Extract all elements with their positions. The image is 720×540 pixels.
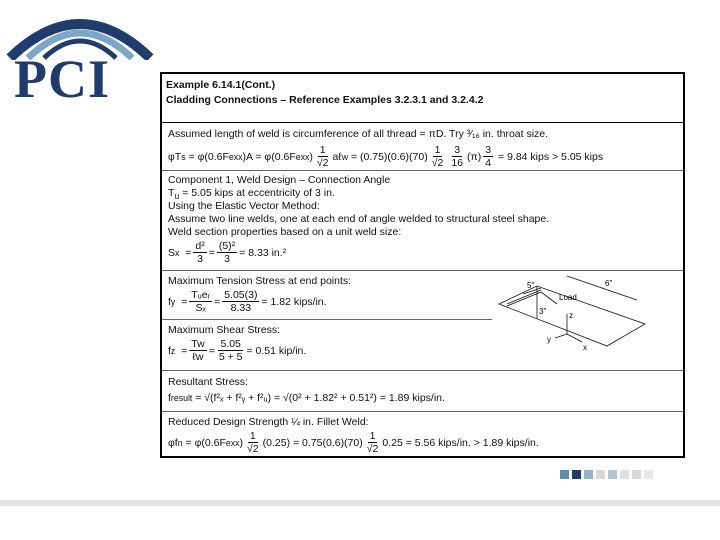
divider-3 (162, 319, 492, 320)
eq1-label-sub: s (181, 151, 186, 162)
divider-5 (162, 411, 683, 412)
axis-z-label: z (569, 311, 573, 320)
deco-square (572, 470, 581, 479)
sx-frac-2: $\frac{\text{(5)²}}{3}$ (218, 240, 236, 265)
fn-frac-1: $\frac{1}{√2}$ (247, 430, 259, 455)
pci-logo (0, 0, 160, 110)
load-arrow-shaft (541, 292, 557, 304)
document-frame (160, 72, 685, 458)
tu-sub: u (174, 191, 180, 202)
axis-x-label: x (583, 343, 587, 352)
deco-square (620, 470, 629, 479)
component-title: Component 1, Weld Design – Connection Angle (168, 174, 391, 186)
eq1-mid: = φ(0.6F (188, 150, 229, 163)
eq1-exx: exx (228, 151, 243, 162)
eq1-exx2: exx (295, 151, 310, 162)
method-line: Using the Elastic Vector Method: (168, 200, 320, 212)
eq1-rest2: ) (309, 150, 313, 163)
dim-3-label: 3" (539, 307, 547, 316)
sx-label: S (168, 246, 176, 259)
divider-1 (162, 170, 683, 171)
fn-expr: = φ(0.6F (185, 436, 226, 449)
header-line1 (166, 78, 676, 93)
fy-frac-1: $\frac{\text{Tᵤeᵣ}}{\text{Sₓ}}$ (191, 289, 211, 314)
dim-5-label: 5" (527, 281, 535, 290)
fz-frac-1: $\frac{Tw}{\text{ℓw}}$ (191, 338, 205, 363)
eq1-result: = 9.84 kips > 5.05 kips (498, 150, 604, 163)
example-header (166, 78, 676, 116)
fz-frac-2: $\frac{5.05}{5 + 5}$ (218, 338, 243, 363)
fn-result: 0.25 = 5.56 kips/in. > 1.89 kips/in. (382, 436, 539, 449)
y-axis (555, 334, 567, 338)
fz-result: = 0.51 kip/in. (246, 344, 307, 357)
divider-2 (162, 270, 683, 271)
fn-label: φf (168, 436, 178, 449)
decorative-squares (560, 470, 653, 479)
fr-result: = 1.89 kips/in. (379, 392, 445, 404)
fn-frac-2: $\frac{1}{√2}$ (366, 430, 379, 455)
weld-diagram (497, 274, 647, 354)
equation-fresult (168, 392, 445, 404)
fn-exx: exx (225, 437, 240, 448)
eq1-frac-3: $\frac{3}{16}$ (451, 144, 463, 169)
fy-frac-2: $\frac{5.05(3)}{8.33}$ (224, 289, 258, 314)
tension-title: Maximum Tension Stress at end points: (168, 275, 352, 287)
deco-square (560, 470, 569, 479)
assumption-line: Assumed length of weld is circumference of all thread = πD. Try ³⁄₁₆ in. throat size. (168, 128, 549, 140)
equation-sx: S x = $\frac{\text{d²}}{3}$ = $\frac{\text{(5)²}}{3}$ = 8.33 in.² (168, 240, 287, 265)
eq1-frac-2: $\frac{1}{√2}$ (431, 144, 444, 169)
fz-label: f (168, 344, 171, 357)
header-divider (162, 122, 683, 123)
fy-label: f (168, 295, 171, 308)
dim-6-line (567, 276, 637, 300)
sx-result: = 8.33 in.² (239, 246, 287, 259)
fn-sub: n (177, 437, 183, 448)
fr-sub: result (170, 393, 193, 403)
load-label: Load (559, 293, 577, 302)
resultant-title: Resultant Stress: (168, 376, 248, 388)
sx-sub: x (175, 247, 180, 258)
sx-frac-1: $\frac{\text{d²}}{3}$ (195, 240, 205, 265)
assume-weld-line: Assume two line welds, one at each end of angle welded to structural steel shape. (168, 213, 550, 225)
eq1-tail: aℓ (332, 150, 342, 163)
eq1-w: w (341, 151, 349, 162)
eq1-pi: (π) (467, 150, 482, 163)
deco-square (584, 470, 593, 479)
eq1-rest: )A = φ(0.6F (242, 150, 296, 163)
example-cont: (Cont.) (241, 79, 276, 91)
shear-title: Maximum Shear Stress: (168, 324, 281, 336)
eq1-label: φT (168, 150, 182, 163)
fn-expr2: ) (239, 436, 244, 449)
eq1-frac-1: $\frac{1}{√2}$ (316, 144, 329, 169)
weld-line-2 (507, 292, 541, 306)
weld-props-line: Weld section properties based on a unit weld size: (168, 226, 402, 238)
equation-fz: f z = $\frac{Tw}{\text{ℓw}}$ = $\frac{5.05}{5 + 5}$ = 0.51 kip/in. (168, 338, 307, 363)
fr-expr2: = √(0² + 1.82² + 0.51²) (273, 392, 377, 404)
logo-text: PCI (14, 49, 110, 109)
eq1-values: = (0.75)(0.6)(70) (350, 150, 428, 163)
reduced-title: Reduced Design Strength ¼ in. Fillet Weld: (168, 416, 369, 428)
fr-label: f (168, 392, 171, 404)
fr-expr1: = √(f²ₓ + f²ᵧ + f²ᵤ) (195, 392, 272, 404)
deco-square (644, 470, 653, 479)
tu-label: T (168, 187, 175, 199)
fy-result: = 1.82 kips/in. (261, 295, 327, 308)
example-number: Example 6.14.1 (166, 79, 242, 91)
fn-mid: (0.25) = 0.75(0.6)(70) (262, 436, 363, 449)
eq1-frac-4: $\frac{3}{4}$ (485, 144, 492, 169)
equation-fy: f y = $\frac{\text{Tᵤeᵣ}}{\text{Sₓ}}$ = $\frac{5.05(3)}{8.33}$ = 1.82 kips/in. (168, 289, 327, 314)
dim-6-label: 6" (605, 279, 613, 288)
equation-fn (168, 430, 539, 455)
fy-sub: y (170, 296, 176, 307)
fz-sub: z (170, 345, 176, 356)
axis-y-label: y (547, 335, 551, 344)
bottom-band (0, 500, 720, 506)
deco-square (596, 470, 605, 479)
equation-ts (168, 144, 603, 169)
header-line2: Cladding Connections – Reference Examples 3.2.3.1 and 3.2.4.2 (166, 94, 484, 106)
divider-4 (162, 370, 683, 371)
deco-square (608, 470, 617, 479)
deco-square (632, 470, 641, 479)
tu-rest: = 5.05 kips at eccentricity of 3 in. (179, 187, 335, 199)
